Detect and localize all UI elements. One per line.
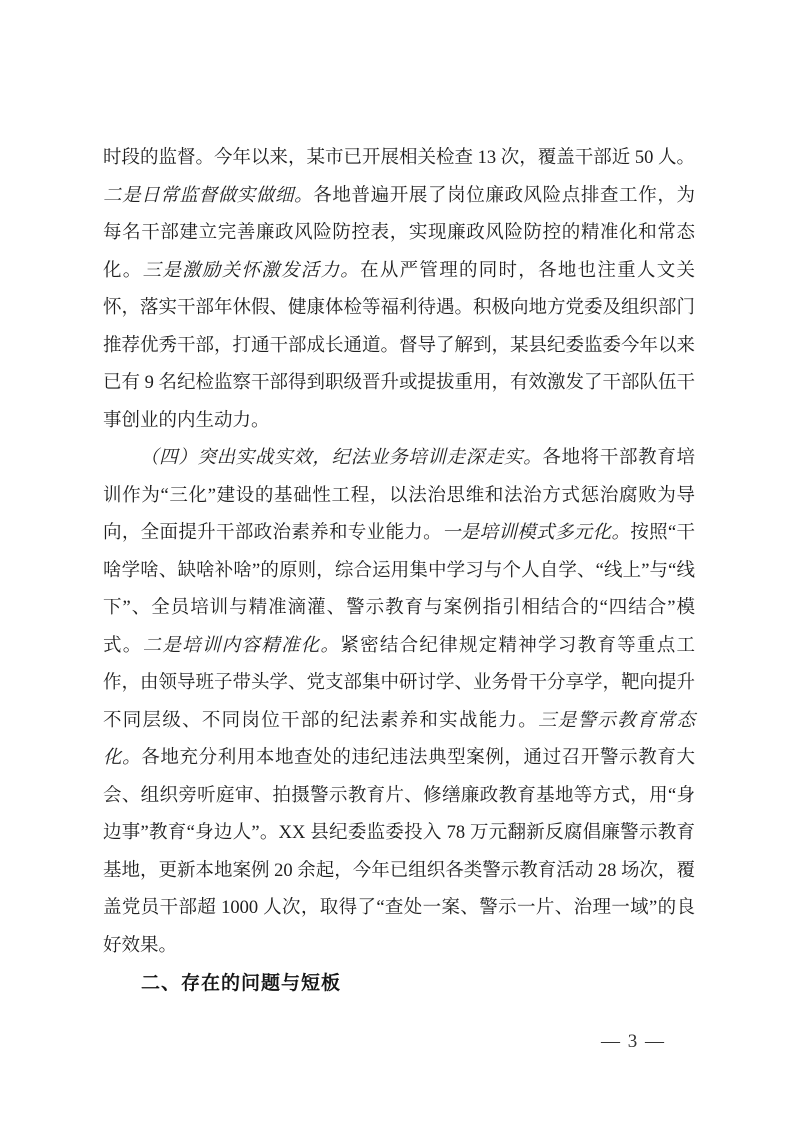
section-heading: 二、存在的问题与短板 (141, 973, 342, 994)
paragraph-continuation (103, 140, 695, 440)
text-run: 各地充分利用本地查处的违纪违法典型案例，通过召开警示教育大会、组织旁听庭审、拍摄警示教育片、修缮廉政教育基地等方式，用“身边事”教育“身边人”。XX 县纪委监委投入 78 万元翻新反腐倡廉警示教育基地，更新本地案例 20 余起，今年已组织各类警示教育活动 28 场次，覆盖党员干部超 1000 人次，取得了“查处一案、警示一片、治理一域”的良好效果。 (103, 748, 696, 956)
page-number: — 3 — (601, 1031, 666, 1052)
text-run-emphasis: 三是激励关怀激发活力。 (142, 260, 361, 281)
document-body (103, 140, 695, 1003)
text-run: 各地普遍开展了岗位廉政风险点排查工作，为每名干部建立完善廉政风险防控表，实现廉政风险防控的精准化和常态化。 (103, 185, 695, 281)
text-run: 紧密结合纪律规定精神学习教育等重点工作，由领导班子带头学、党支部集中研讨学、业务骨干分享学，靶向提升不同层级、不同岗位干部的纪法素养和实战能力。 (103, 635, 696, 731)
text-run-emphasis: 二是日常监督做实做细。 (103, 185, 314, 206)
text-run: 按照“干啥学啥、缺啥补啥”的原则，综合运用集中学习与个人自学、“线上”与“线下”、全员培训与精准滴灌、警示教育与案例指引相结合的“四结合”模式。 (103, 523, 695, 656)
text-run-emphasis: 一是培训模式多元化。 (441, 523, 631, 543)
text-run-emphasis: 三是警示教育常态化。 (103, 710, 695, 768)
text-run-emphasis: （四）突出实战实效，纪法业务培训走深走实。 (140, 448, 543, 468)
text-run: 在从严管理的同时，各地也注重人文关怀，落实干部年休假、健康体检等福利待遇。积极向地方党委及组织部门推荐优秀干部，打通干部成长通道。督导了解到，某县纪委监委今年以来已有 9 名纪检监察干部得到职级晋升或提拔重用，有效激发了干部队伍干事创业的内生动力。 (103, 260, 696, 431)
text-run-emphasis: 二是培训内容精准化。 (142, 635, 341, 656)
paragraph-section-4 (103, 440, 695, 965)
text-run: 各地将干部教育培训作为“三化”建设的基础性工程，以法治思维和法治方式惩治腐败为导向，全面提升干部政治素养和专业能力。 (103, 448, 695, 543)
text-run: 时段的监督。今年以来，某市已开展相关检查 13 次，覆盖干部近 50 人。 (103, 148, 696, 168)
